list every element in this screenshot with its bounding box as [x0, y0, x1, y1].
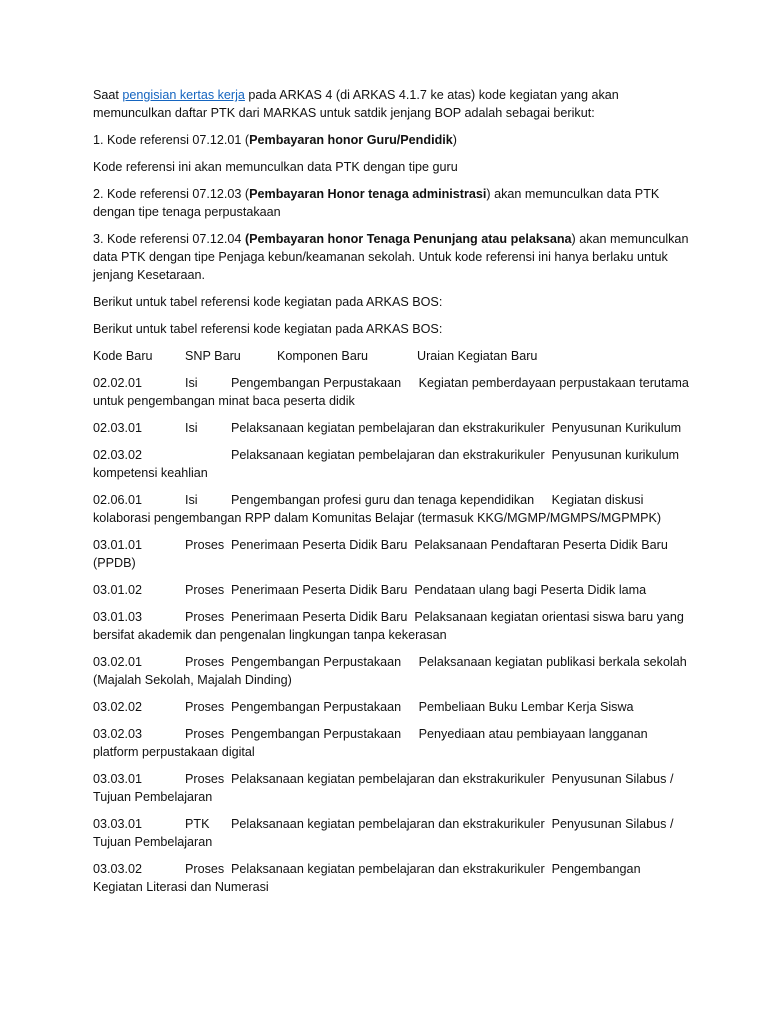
row-komponen-uraian: Pengembangan profesi guru dan tenaga kependidikan Kegiatan diskusi kolaborasi pengembangan RPP dalam Komunitas Belajar (termasuk KKG/MGMP/MGMPS/MGPMPK) [93, 493, 662, 525]
table-row [93, 536, 693, 572]
item-text: ) akan memunculkan data PTK dengan tipe tenaga perpustakaan [93, 187, 660, 219]
table-row [93, 860, 693, 896]
row-komponen-uraian: Penerimaan Peserta Didik Baru Pendataan ulang bagi Peserta Didik lama [231, 583, 647, 597]
table-intro-2: Berikut untuk tabel referensi kode kegiatan pada ARKAS BOS: [93, 322, 443, 336]
row-kode: 03.01.03 [93, 610, 143, 624]
intro-prefix: Saat [93, 88, 123, 102]
row-snp: Proses [185, 772, 225, 786]
row-kode: 03.03.01 [93, 772, 143, 786]
header-snp-baru: SNP Baru [185, 349, 241, 363]
intro-paragraph [93, 86, 693, 122]
row-kode: 02.03.02 [93, 448, 143, 462]
row-snp: Proses [185, 727, 225, 741]
document-page [93, 86, 693, 905]
item-bold: (Pembayaran honor Tenaga Penunjang atau pelaksana [244, 232, 572, 246]
row-snp: Proses [185, 862, 225, 876]
row-kode: 03.01.01 [93, 538, 143, 552]
item-text: ) akan memunculkan data PTK dengan tipe Penjaga kebun/keamanan sekolah. Untuk kode referensi ini hanya berlaku untuk jenjang Kesetaraan. [93, 232, 689, 282]
row-komponen-uraian: Pengembangan Perpustakaan Kegiatan pemberdayaan perpustakaan terutama untuk pengembangan minat baca peserta didik [93, 376, 693, 408]
row-komponen-uraian: Penerimaan Peserta Didik Baru Pelaksanaan Pendaftaran Peserta Didik Baru (PPDB) [93, 538, 672, 570]
table-row [93, 419, 693, 437]
row-snp: Isi [185, 493, 198, 507]
item-text: 3. Kode referensi 07.12.04 [93, 232, 245, 246]
row-snp: Proses [185, 655, 225, 669]
row-snp: Proses [185, 610, 225, 624]
item-text: Kode referensi ini akan memunculkan data PTK dengan tipe guru [93, 160, 458, 174]
row-komponen-uraian: Pelaksanaan kegiatan pembelajaran dan ekstrakurikuler Penyusunan Silabus / Tujuan Pembelajaran [93, 817, 677, 849]
row-kode: 03.03.02 [93, 862, 143, 876]
item-2 [93, 185, 693, 221]
row-komponen-uraian: Pelaksanaan kegiatan pembelajaran dan ekstrakurikuler Penyusunan Kurikulum [231, 421, 682, 435]
row-snp: Proses [185, 538, 225, 552]
item-1-note [93, 158, 693, 176]
item-bold: Pembayaran Honor tenaga administrasi [249, 187, 487, 201]
row-komponen-uraian: Pengembangan Perpustakaan Pelaksanaan kegiatan publikasi berkala sekolah (Majalah Sekolah, Majalah Dinding) [93, 655, 691, 687]
row-snp: Isi [185, 421, 198, 435]
item-3 [93, 230, 693, 284]
row-kode: 02.03.01 [93, 421, 143, 435]
table-intro-1: Berikut untuk tabel referensi kode kegiatan pada ARKAS BOS: [93, 295, 443, 309]
table-row [93, 653, 693, 689]
row-komponen-uraian: Penerimaan Peserta Didik Baru Pelaksanaan kegiatan orientasi siswa baru yang bersifat akademik dan pengenalan lingkungan tanpa kekerasan [93, 610, 688, 642]
table-row [93, 374, 693, 410]
row-snp: Isi [185, 376, 198, 390]
row-komponen-uraian: Pelaksanaan kegiatan pembelajaran dan ekstrakurikuler Pengembangan Kegiatan Literasi dan Numerasi [93, 862, 645, 894]
table-row [93, 725, 693, 761]
intro-suffix: pada ARKAS 4 (di ARKAS 4.1.7 ke atas) kode kegiatan yang akan memunculkan daftar PTK dari MARKAS untuk satdik jenjang BOP adalah sebagai berikut: [93, 88, 619, 120]
item-bold: Pembayaran honor Guru/Pendidik [249, 133, 453, 147]
row-kode: 03.02.01 [93, 655, 143, 669]
row-kode: 02.06.01 [93, 493, 143, 507]
row-kode: 03.02.03 [93, 727, 143, 741]
header-komponen-baru: Komponen Baru [277, 349, 369, 363]
row-komponen-uraian: Pelaksanaan kegiatan pembelajaran dan ekstrakurikuler Penyusunan Silabus / Tujuan Pembelajaran [93, 772, 677, 804]
header-kode-baru: Kode Baru [93, 349, 153, 363]
table-row [93, 770, 693, 806]
table-row [93, 698, 693, 716]
table-row [93, 815, 693, 851]
table-header [93, 347, 693, 365]
row-kode: 03.03.01 [93, 817, 143, 831]
table-row [93, 491, 693, 527]
row-komponen-uraian: Pengembangan Perpustakaan Penyediaan atau pembiayaan langganan platform perpustakaan digital [93, 727, 652, 759]
row-kode: 02.02.01 [93, 376, 143, 390]
kertas-kerja-link[interactable]: pengisian kertas kerja [122, 88, 245, 102]
table-row [93, 608, 693, 644]
item-text: ) [452, 133, 457, 147]
table-rows [93, 374, 693, 896]
row-kode: 03.02.02 [93, 700, 143, 714]
table-row [93, 446, 693, 482]
header-uraian-kegiatan: Uraian Kegiatan Baru [417, 349, 538, 363]
item-1 [93, 131, 693, 149]
table-row [93, 581, 693, 599]
row-komponen-uraian: Pengembangan Perpustakaan Pembeliaan Buku Lembar Kerja Siswa [231, 700, 634, 714]
row-snp: Proses [185, 700, 225, 714]
row-kode: 03.01.02 [93, 583, 143, 597]
row-komponen-uraian: Pelaksanaan kegiatan pembelajaran dan ekstrakurikuler Penyusunan kurikulum kompetensi keahlian [93, 448, 683, 480]
item-text: 1. Kode referensi 07.12.01 ( [93, 133, 250, 147]
row-snp: Proses [185, 583, 225, 597]
row-snp: PTK [185, 817, 210, 831]
item-text: 2. Kode referensi 07.12.03 ( [93, 187, 250, 201]
